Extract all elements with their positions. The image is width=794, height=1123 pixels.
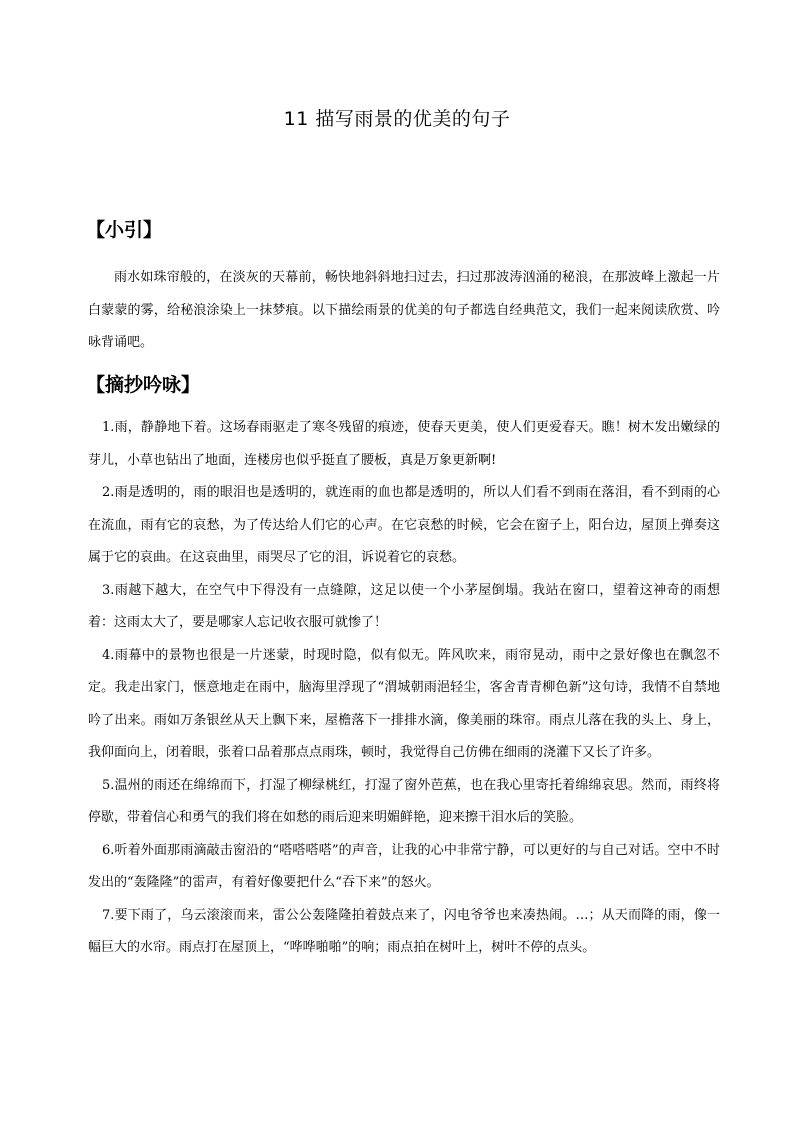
excerpt-list	[88, 412, 720, 965]
intro-heading: 【小引】	[86, 219, 163, 241]
excerpt-paragraph: 1.雨，静静地下着。这场春雨驱走了寒冬残留的痕迹，使春天更美，使人们更爱春天。瞧！树木发出嫩绿的芽儿，小草也钻出了地面，连楼房也似乎挺直了腰板，真是万象更新啊!	[88, 420, 720, 468]
intro-paragraph: 雨水如珠帘般的，在淡灰的天幕前，畅快地斜斜地扫过去，扫过那波涛汹涌的秘浪，在那波峰上激起一片白蒙蒙的雾，给秘浪涂染上一抹梦痕。以下描绘雨景的优美的句子都选自经典范文，我们一起来阅读欣赏、吟咏背诵吧。	[88, 270, 720, 350]
excerpt-paragraph: 5.温州的雨还在绵绵而下，打湿了柳绿桃红，打湿了窗外芭蕉，也在我心里寄托着绵绵哀思。然而，雨终将停歇，带着信心和勇气的我们将在如愁的雨后迎来明媚鲜艳，迎来擦干泪水后的笑脸。	[88, 777, 720, 825]
excerpt-paragraph: 7.要下雨了，乌云滚滚而来，雷公公轰隆隆拍着鼓点来了，闪电爷爷也来凑热闹。…；从天而降的雨，像一幅巨大的水帘。雨点打在屋顶上，“哗哗啪啪”的响；雨点拍在树叶上，树叶不停的点头。	[88, 907, 720, 955]
excerpt-paragraph: 2.雨是透明的，雨的眼泪也是透明的，就连雨的血也都是透明的，所以人们看不到雨在落泪，看不到雨的心在流血，雨有它的哀愁，为了传达给人们它的心声。在它哀愁的时候，它会在窗子上，阳台边，屋顶上弹奏这属于它的哀曲。在这哀曲里，雨哭尽了它的泪，诉说着它的哀愁。	[88, 485, 720, 565]
excerpt-paragraph: 4.雨幕中的景物也很是一片迷蒙，时现时隐，似有似无。阵风吹来，雨帘晃动，雨中之景好像也在飘忽不定。我走出家门，惬意地走在雨中，脑海里浮现了“渭城朝雨浥轻尘，客舍青青柳色新”这句诗，我情不自禁地吟了出来。雨如万条银丝从天上飘下来，屋檐落下一排排水滴，像美丽的珠帘。雨点儿落在我的头上、身上，我仰面向上，闭着眼，张着口品着那点点雨珠，顿时，我觉得自己仿佛在细雨的浇灌下又长了许多。	[88, 647, 720, 760]
excerpt-paragraph: 3.雨越下越大，在空气中下得没有一点缝隙，这足以使一个小茅屋倒塌。我站在窗口，望着这神奇的雨想着：这雨太大了，要是哪家人忘记收衣服可就惨了！	[88, 582, 720, 630]
page-title: 11 描写雨景的优美的句子	[283, 108, 511, 130]
excerpt-heading: 【摘抄吟咏】	[86, 374, 201, 396]
excerpt-paragraph: 6.听着外面那雨滴敲击窗沿的“嗒嗒嗒嗒”的声音，让我的心中非常宁静，可以更好的与自己对话。空中不时发出的“轰隆隆”的雷声，有着好像要把什么“吞下来”的怒火。	[88, 842, 720, 890]
